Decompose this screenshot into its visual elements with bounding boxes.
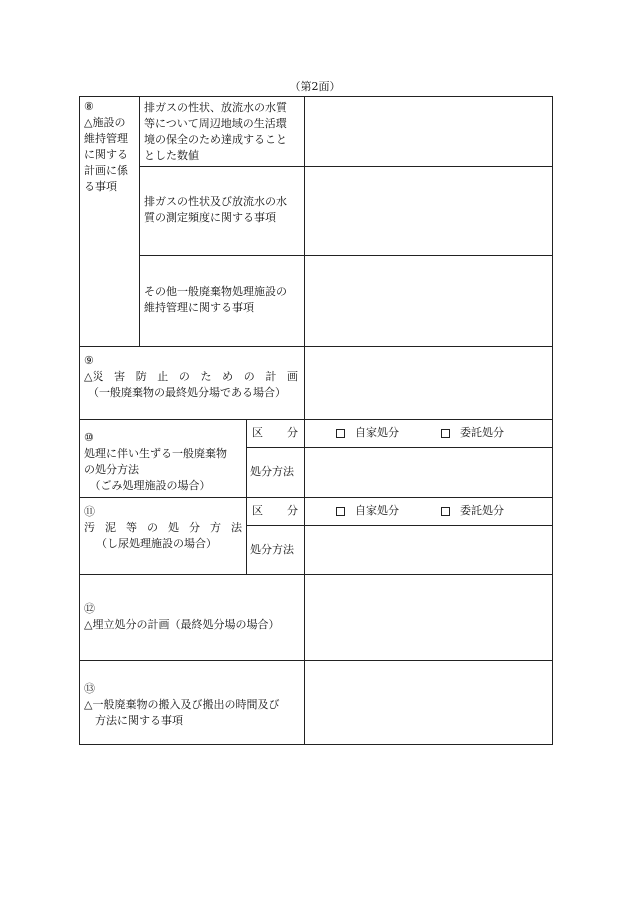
section-8-row1-label: 排ガスの性状、放流水の水質 等について周辺地域の生活環 境の保全のため達成すること とした数値: [144, 101, 287, 162]
section-8-row3-label: その他一般廃棄物処理施設の 維持管理に関する事項: [144, 285, 287, 314]
section-10-number: ⑩: [84, 431, 94, 444]
section-11-option-entrust[interactable]: 委託処分: [441, 503, 504, 519]
section-9-label: [84, 353, 298, 401]
section-10-option-entrust[interactable]: 委託処分: [441, 425, 504, 441]
section-11-number: ⑪: [84, 505, 95, 518]
divider: [139, 97, 140, 346]
section-10-heading: 処理に伴い生ずる一般廃棄物 の処分方法 （ごみ処理施設の場合）: [84, 447, 227, 492]
section-9-condition: （一般廃棄物の最終処分場である場合）: [88, 386, 286, 399]
checkbox-icon[interactable]: [441, 429, 450, 438]
section-13-label: [84, 681, 302, 729]
section-10-method-label: 処分方法: [250, 465, 294, 478]
section-11-label: [84, 504, 242, 552]
section-12-number: ⑫: [84, 602, 95, 615]
section-10-category-label: 区 分: [252, 426, 298, 439]
section-11-method-value[interactable]: [305, 526, 552, 574]
section-9-title: △災 害 防 止 の た め の 計 画: [84, 370, 298, 383]
section-10-method-value[interactable]: [305, 448, 552, 497]
section-8-row3-value[interactable]: [305, 256, 552, 346]
section-11-category-label: 区 分: [252, 504, 298, 517]
section-8-number: ⑧: [84, 100, 94, 113]
section-12-value[interactable]: [305, 575, 552, 660]
section-10-option-self[interactable]: 自家処分: [336, 425, 399, 441]
checkbox-icon[interactable]: [336, 429, 345, 438]
section-9-number: ⑨: [84, 354, 94, 367]
divider: [80, 419, 552, 420]
section-10-label: [84, 430, 244, 494]
application-form-page2: [79, 96, 553, 745]
checkbox-icon[interactable]: [336, 507, 345, 516]
section-8-row1-value[interactable]: [305, 97, 552, 166]
section-13-value[interactable]: [305, 661, 552, 744]
page-label: （第2面）: [289, 80, 341, 93]
section-8-row2-value[interactable]: [305, 167, 552, 255]
section-11-method-label: 処分方法: [250, 543, 294, 556]
divider: [80, 497, 552, 498]
section-12-heading: △埋立処分の計画（最終処分場の場合）: [84, 618, 280, 631]
checkbox-icon[interactable]: [441, 507, 450, 516]
section-9-value[interactable]: [305, 347, 552, 419]
section-8-row2-label: 排ガスの性状及び放流水の水 質の測定頻度に関する事項: [144, 195, 287, 224]
section-13-heading: △一般廃棄物の搬入及び搬出の時間及び 方法に関する事項: [84, 698, 280, 727]
section-11-condition: （し尿処理施設の場合）: [96, 537, 217, 550]
section-13-number: ⑬: [84, 682, 95, 695]
section-12-label: [84, 601, 302, 633]
section-11-option-self[interactable]: 自家処分: [336, 503, 399, 519]
section-8-label: [84, 99, 138, 195]
section-8-heading: △施設の 維持管理 に関する 計画に係 る事項: [84, 116, 128, 193]
section-11-title: 汚 泥 等 の 処 分 方 法: [84, 521, 242, 534]
